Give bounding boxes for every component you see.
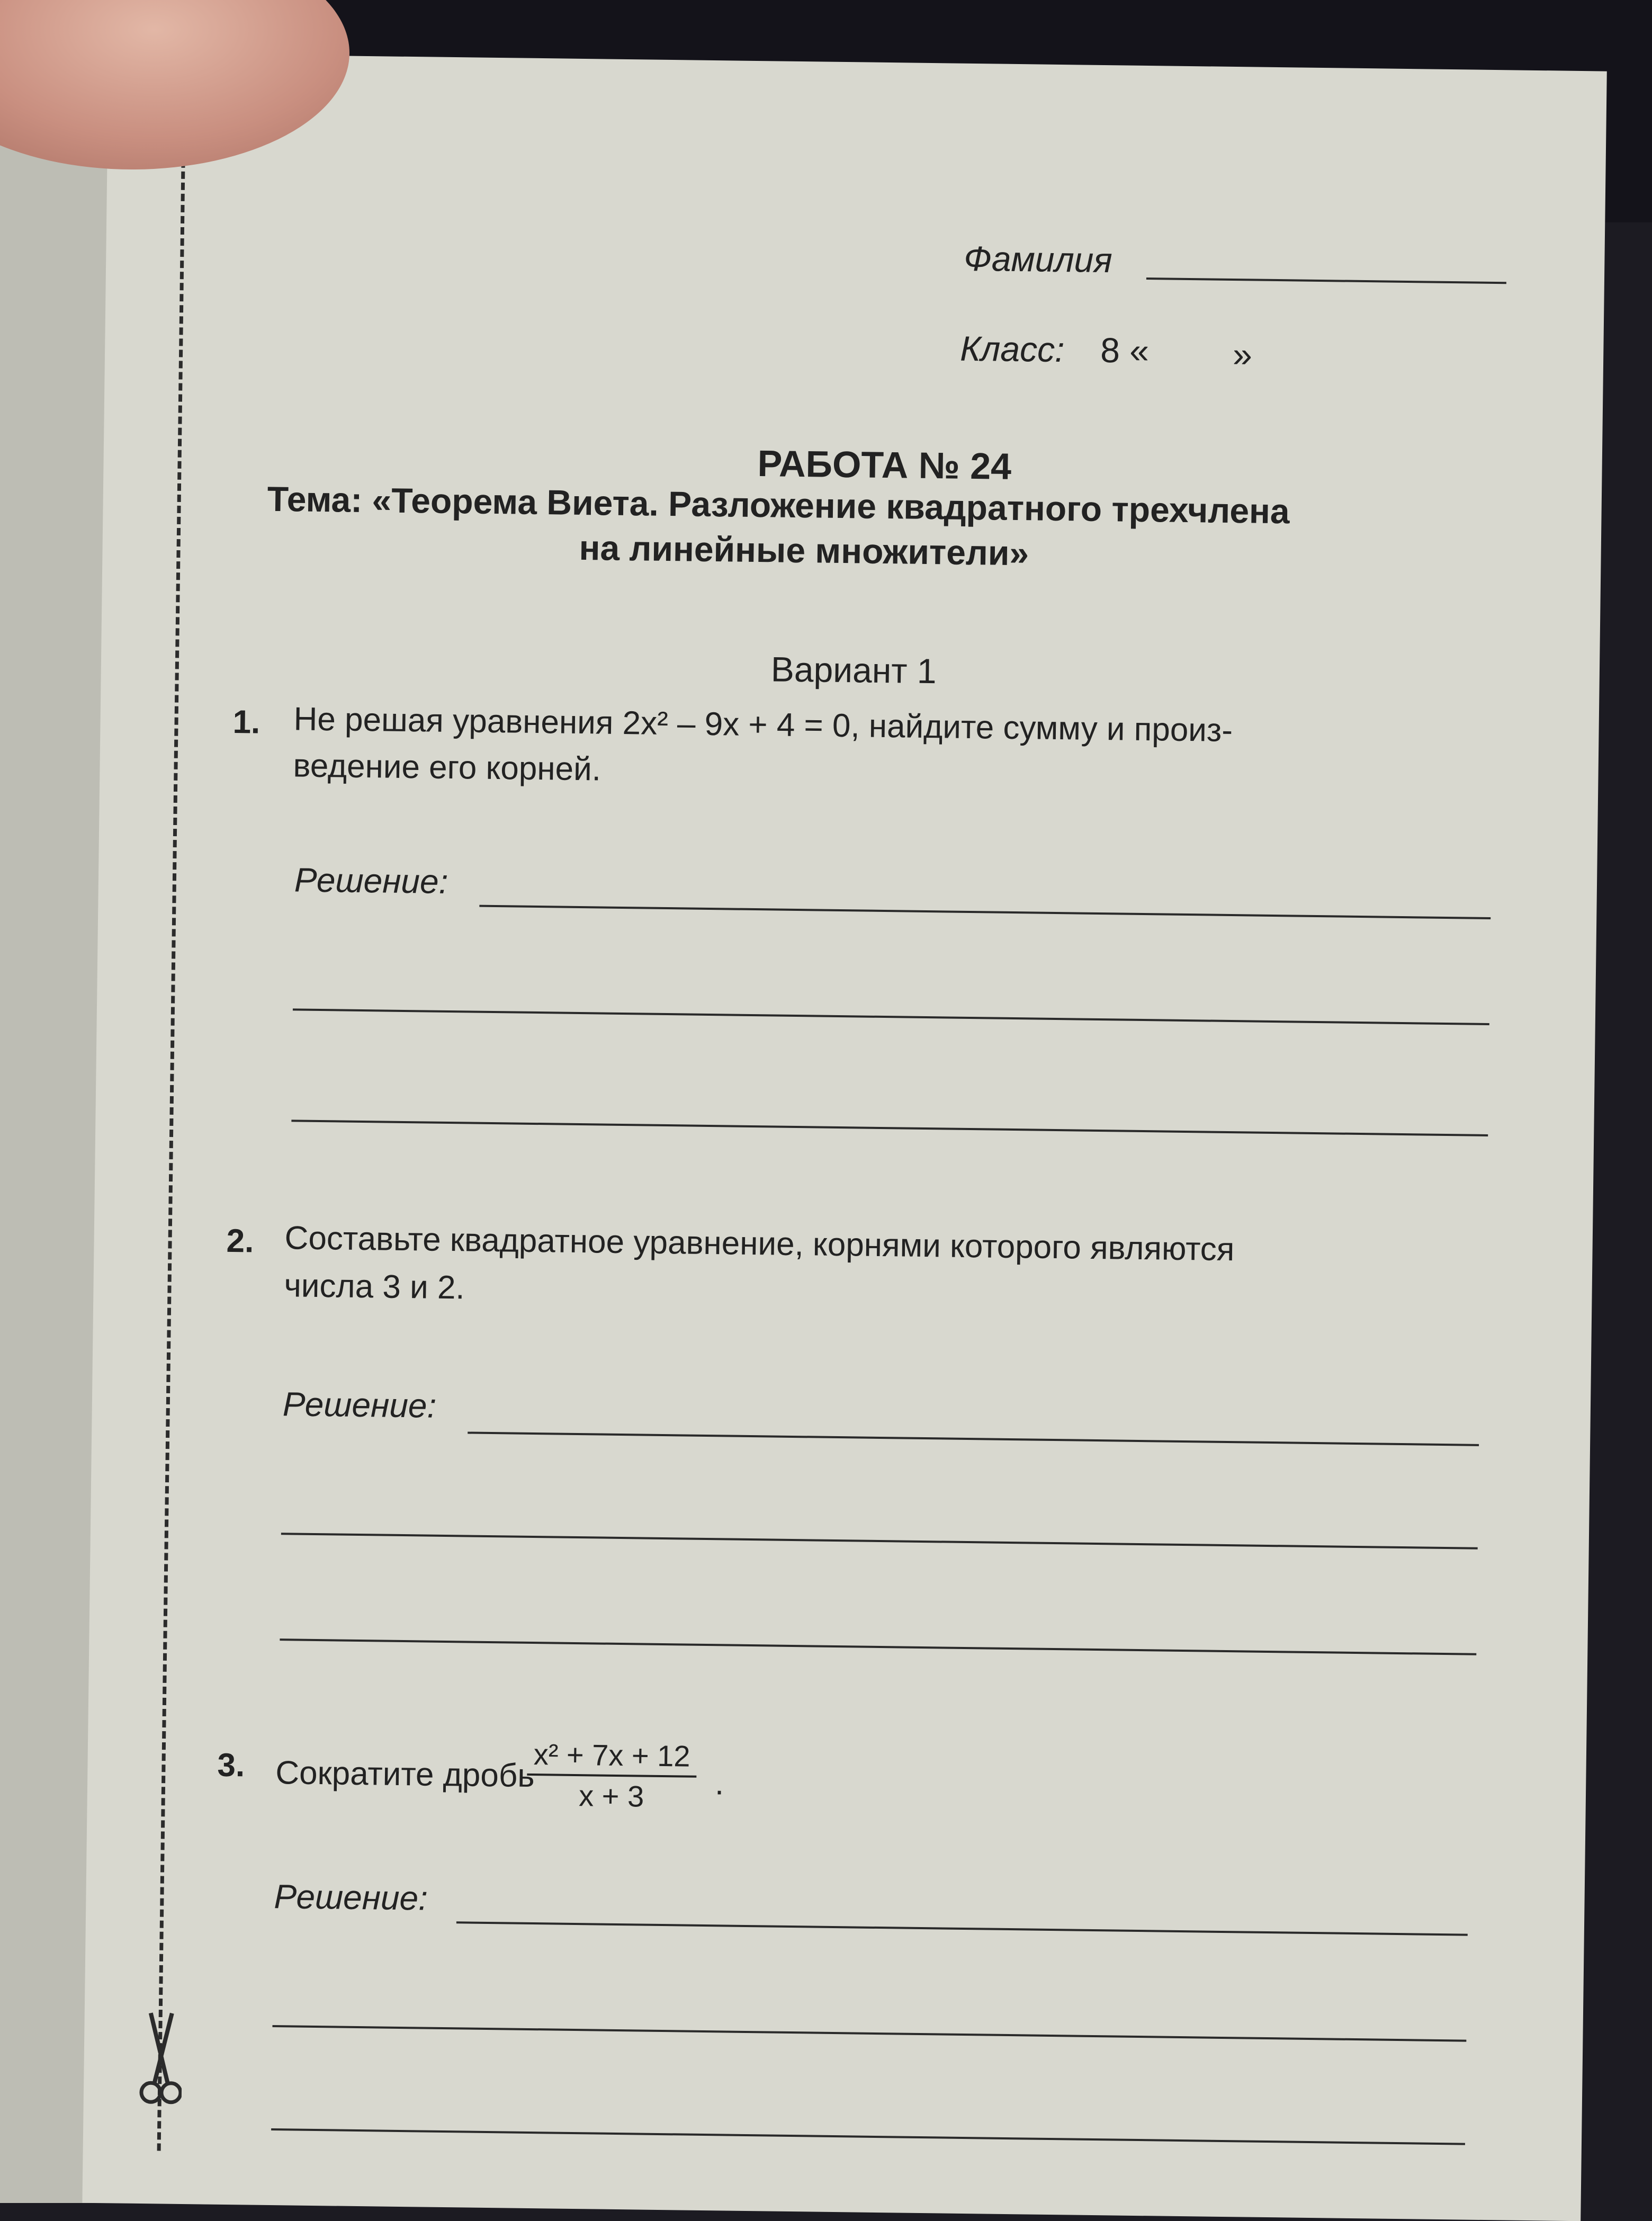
task2-text-line1: Составьте квадратное уравнение, корнями которого являются (284, 1220, 1235, 1268)
task1-number: 1. (232, 703, 261, 741)
fraction-denominator: x + 3 (578, 1779, 644, 1813)
class-label: Класс: (959, 328, 1065, 370)
task3-fraction (526, 1737, 696, 1814)
task3-text: Сократите дробь (275, 1754, 535, 1795)
task2-number: 2. (226, 1222, 254, 1260)
task2-answer-line-3[interactable] (280, 1638, 1476, 1655)
class-value: 8 « (1100, 330, 1150, 371)
scissors-icon (139, 2008, 183, 2109)
task1-text-line2: ведение его корней. (293, 747, 601, 788)
topic-line1: Тема: «Теорема Виета. Разложение квадратного трехчлена (267, 479, 1290, 531)
task2-text-line2: числа 3 и 2. (284, 1267, 465, 1306)
surname-label: Фамилия (963, 238, 1113, 280)
class-close: » (1232, 334, 1253, 374)
variant-label: Вариант 1 (770, 649, 937, 691)
task3-answer-line-1[interactable] (456, 1921, 1468, 1936)
work-title: РАБОТА № 24 (757, 443, 1012, 487)
task1-answer-line-3[interactable] (291, 1120, 1488, 1136)
task2-answer-line-2[interactable] (281, 1533, 1478, 1550)
task3-number: 3. (217, 1747, 245, 1784)
surname-line[interactable] (1146, 277, 1506, 284)
topic-line2: на линейные множители» (579, 527, 1029, 573)
task3-period: . (714, 1765, 724, 1802)
task3-solution-label: Решение: (274, 1877, 428, 1918)
task1-text-line1: Не решая уравнения 2x² – 9x + 4 = 0, найдите сумму и произ- (293, 701, 1233, 749)
task3-answer-line-3[interactable] (271, 2128, 1465, 2145)
task1-solution-label: Решение: (294, 861, 448, 901)
task2-solution-label: Решение: (282, 1385, 437, 1425)
task1-answer-line-2[interactable] (293, 1008, 1489, 1025)
fraction-numerator: x² + 7x + 12 (527, 1737, 697, 1778)
cut-line (157, 149, 185, 2151)
task2-answer-line-1[interactable] (468, 1431, 1479, 1446)
worksheet-page (82, 53, 1606, 2221)
task1-answer-line-1[interactable] (479, 905, 1491, 919)
task3-answer-line-2[interactable] (272, 2025, 1466, 2042)
